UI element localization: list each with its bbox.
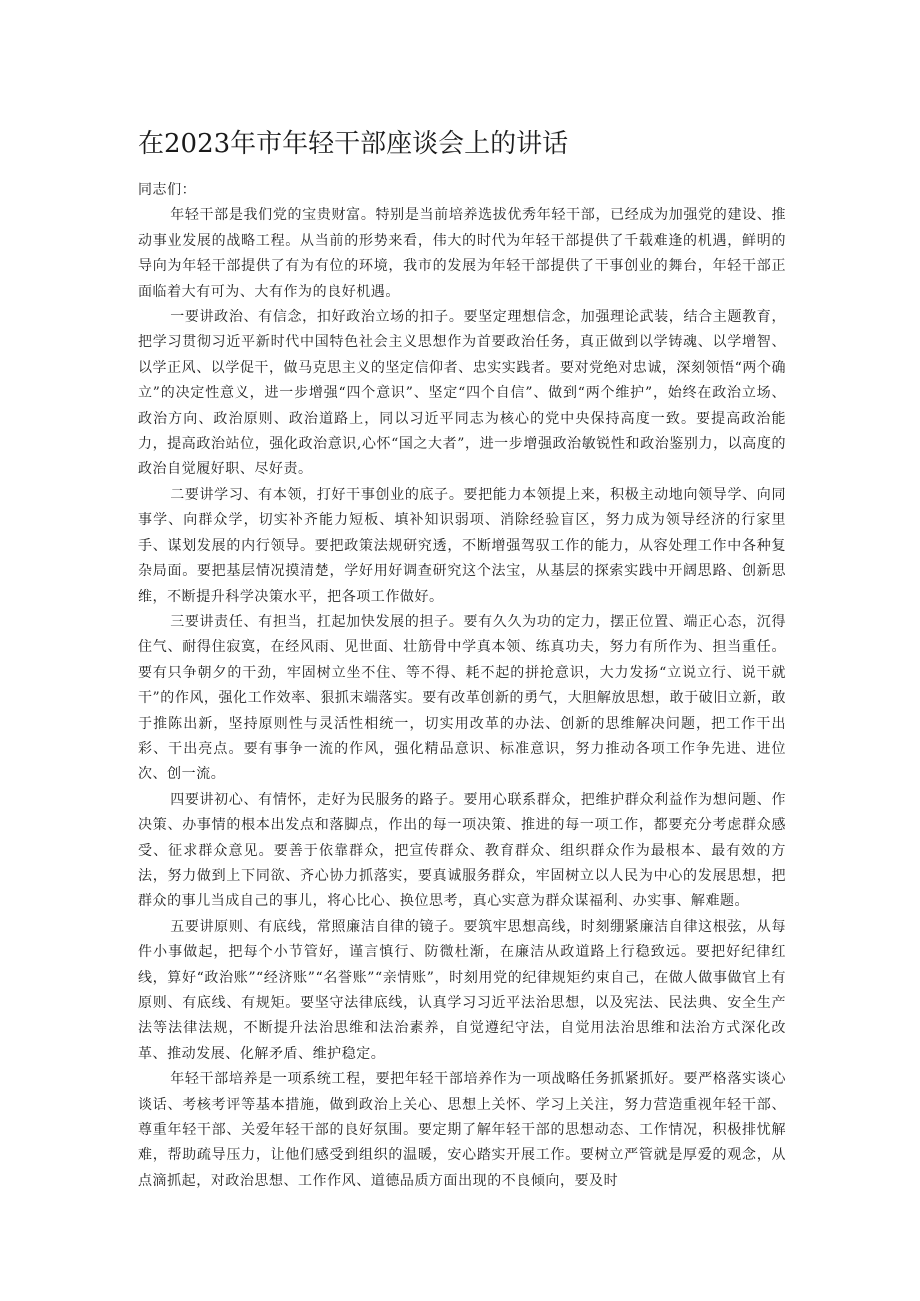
paragraph-responsibility: 三要讲责任、有担当，扛起加快发展的担子。要有久久为功的定力，摆正位置、端正心态，沉得住气、耐得住寂寞，在经风雨、见世面、壮筋骨中学真本领、练真功夫，努力有所作为、担当重任。要有只争朝夕的干劲，牢固树立坐不住、等不得、耗不起的拼抢意识，大力发扬“立说立行、说干就干”的作风，强化工作效率、狠抓末端落实。要有改革创新的勇气，大胆解放思想，敢于破旧立新，敢于推陈出新，坚持原则性与灵活性相统一，切实用改革的办法、创新的思维解决问题，把工作干出彩、干出亮点。要有事争一流的作风，强化精品意识、标准意识，努力推动各项工作争先进、进位次、创一流。 (138, 613, 786, 783)
paragraph-politics: 一要讲政治、有信念，扣好政治立场的扣子。要坚定理想信念，加强理论武装，结合主题教育，把学习贯彻习近平新时代中国特色社会主义思想作为首要政治任务，真正做到以学铸魂、以学增智、以学正风、以学促干，做马克思主义的坚定信仰者、忠实实践者。要对党绝对忠诚，深刻领悟“两个确立”的决定性意义，进一步增强“四个意识”、坚定“四个自信”、做到“两个维护”，始终在政治立场、政治方向、政治原则、政治道路上，同以习近平同志为核心的党中央保持高度一致。要提高政治能力，提高政治站位，强化政治意识,心怀“国之大者”，进一步增强政治敏锐性和政治鉴别力，以高度的政治自觉履好职、尽好责。 (138, 309, 786, 478)
paragraph-people: 四要讲初心、有情怀，走好为民服务的路子。要用心联系群众，把维护群众利益作为想问题、作决策、办事情的根本出发点和落脚点，作出的每一项决策、推进的每一项工作，都要充分考虑群众感受、征求群众意见。要善于依靠群众，把宣传群众、教育群众、组织群众作为最根本、最有效的方法，努力做到上下同欲、齐心协力抓落实，要真诚服务群众，牢固树立以人民为中心的发展思想，把群众的事儿当成自己的事儿，将心比心、换位思考，真心实意为群众谋福利、办实事、解难题。 (138, 791, 786, 910)
paragraph-cultivation: 年轻干部培养是一项系统工程，要把年轻干部培养作为一项战略任务抓紧抓好。要严格落实谈心谈话、考核考评等基本措施，做到政治上关心、思想上关怀、学习上关注，努力营造重视年轻干部、尊重年轻干部、关爱年轻干部的良好氛围。要定期了解年轻干部的思想动态、工作情况，积极排忧解难，帮助疏导压力，让他们感受到组织的温暖，安心踏实开展工作。要树立严管就是厚爱的观念，从点滴抓起，对政治思想、工作作风、道德品质方面出现的不良倾向，要及时 (138, 1071, 786, 1189)
paragraph-intro: 年轻干部是我们党的宝贵财富。特别是当前培养选拔优秀年轻干部，已经成为加强党的建设、推动事业发展的战略工程。从当前的形势来看，伟大的时代为年轻干部提供了千载难逢的机遇，鲜明的导向为年轻干部提供了有为有位的环境，我市的发展为年轻干部提供了干事创业的舞台，年轻干部正面临着大有可为、大有作为的良好机遇。 (138, 207, 786, 300)
page-title: 在2023年市年轻干部座谈会上的讲话 (138, 129, 569, 159)
document-body (138, 178, 786, 1194)
salutation: 同志们： (138, 182, 197, 198)
paragraph-principles: 五要讲原则、有底线，常照廉洁自律的镜子。要筑牢思想高线，时刻绷紧廉洁自律这根弦，从每件小事做起，把每个小节管好，谨言慎行、防微杜渐，在廉洁从政道路上行稳致远。要把好纪律红线，算好“政治账”“经济账”“名誉账”“亲情账”，时刻用党的纪律规矩约束自己，在做人做事做官上有原则、有底线、有规矩。要坚守法律底线，认真学习习近平法治思想，以及宪法、民法典、安全生产法等法律法规，不断提升法治思维和法治素养，自觉遵纪守法，自觉用法治思维和法治方式深化改革、推动发展、化解矛盾、维护稳定。 (138, 918, 786, 1062)
paragraph-learning: 二要讲学习、有本领，打好干事创业的底子。要把能力本领提上来，积极主动地向领导学、向同事学、向群众学，切实补齐能力短板、填补知识弱项、消除经验盲区，努力成为领导经济的行家里手、谋划发展的内行领导。要把政策法规研究透，不断增强驾驭工作的能力，从容处理工作中各种复杂局面。要把基层情况摸清楚，学好用好调查研究这个法宝，从基层的探索实践中开阔思路、创新思维，不断提升科学决策水平，把各项工作做好。 (138, 486, 786, 605)
